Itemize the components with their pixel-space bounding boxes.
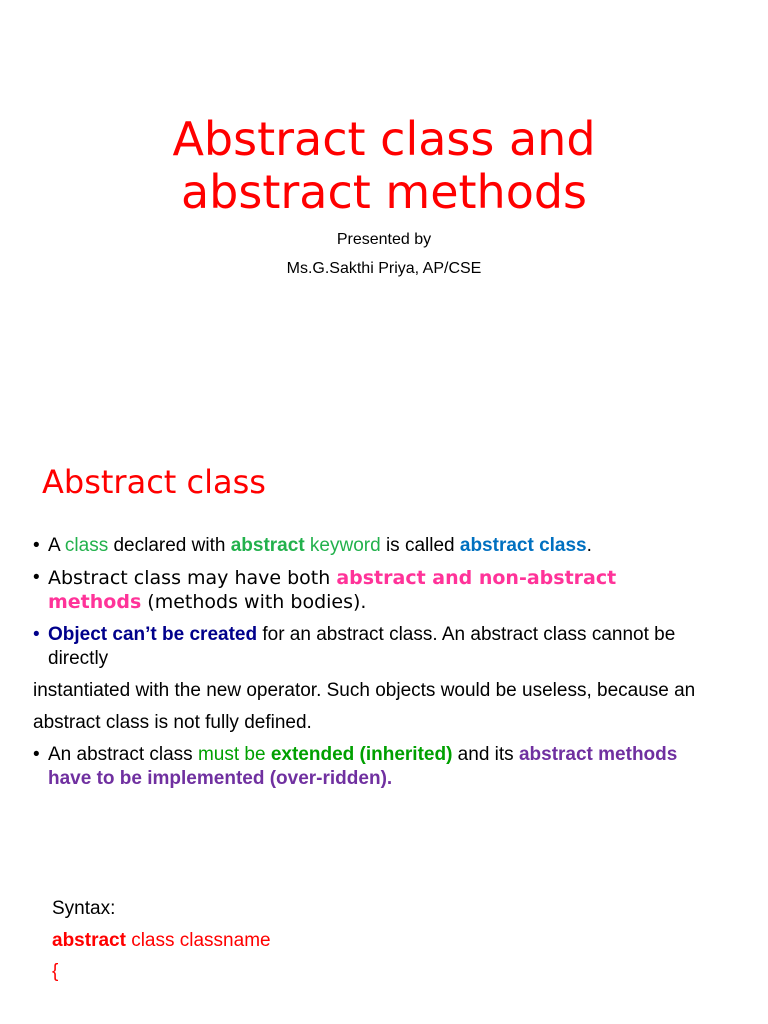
presenter-name: Ms.G.Sakthi Priya, AP/CSE: [286, 260, 482, 277]
b1-declared: declared with: [108, 535, 231, 556]
b1-text-a: A: [48, 535, 65, 556]
b4-extended: extended (inherited): [270, 744, 453, 765]
bullet-4-line-2: have to be implemented (over-ridden).: [48, 768, 393, 789]
syntax-declaration: [52, 929, 271, 953]
title-slide: [0, 0, 768, 430]
bullet-1: [48, 534, 592, 558]
slide-title-line-2: abstract methods: [180, 165, 588, 219]
bullet-2-line-1: [48, 566, 616, 590]
bullet-marker: •: [33, 567, 40, 588]
slide-title-line-1: Abstract class and: [172, 112, 596, 166]
b1-abstract-word: abstract: [230, 535, 305, 556]
b3-highlight: Object can’t be created: [48, 624, 258, 645]
b1-period: .: [586, 535, 592, 556]
slide-heading: Abstract class: [42, 463, 266, 501]
b4-and-its: and its: [452, 744, 519, 765]
bullet-marker: •: [33, 744, 40, 765]
b1-abstract-class: abstract class: [459, 535, 587, 556]
syntax-rest: class classname: [125, 930, 271, 951]
b1-class-word: class: [64, 535, 109, 556]
presented-by: Presented by: [336, 231, 432, 248]
b2-highlight2: methods: [48, 591, 142, 613]
b2-text1: Abstract class may have both: [48, 567, 337, 589]
bullet-2-line-2: [48, 590, 366, 614]
bullet-marker: •: [33, 624, 40, 645]
b4-abstract-methods: abstract methods: [518, 744, 678, 765]
b4-must-be: must be: [197, 744, 271, 765]
b1-keyword: keyword: [304, 535, 381, 556]
syntax-brace: {: [52, 961, 59, 982]
b2-text2: (methods with bodies).: [141, 591, 367, 613]
syntax-keyword: abstract: [52, 930, 126, 951]
bullet-3-line-1: [48, 623, 675, 647]
b4-text1: An abstract class: [48, 744, 198, 765]
syntax-label: Syntax:: [52, 898, 116, 919]
paragraph-line-1: instantiated with the new operator. Such objects would be useless, because an: [33, 680, 696, 701]
bullet-4-line-1: [48, 743, 677, 767]
paragraph-line-2: abstract class is not fully defined.: [33, 712, 312, 733]
b2-highlight1: abstract and non-abstract: [336, 567, 617, 589]
bullet-marker: •: [33, 535, 40, 556]
b3-text1: for an abstract class. An abstract class cannot be: [257, 624, 676, 645]
abstract-class-slide: [0, 430, 768, 1024]
bullet-3-line-2: directly: [48, 648, 109, 669]
b1-is-called: is called: [380, 535, 460, 556]
